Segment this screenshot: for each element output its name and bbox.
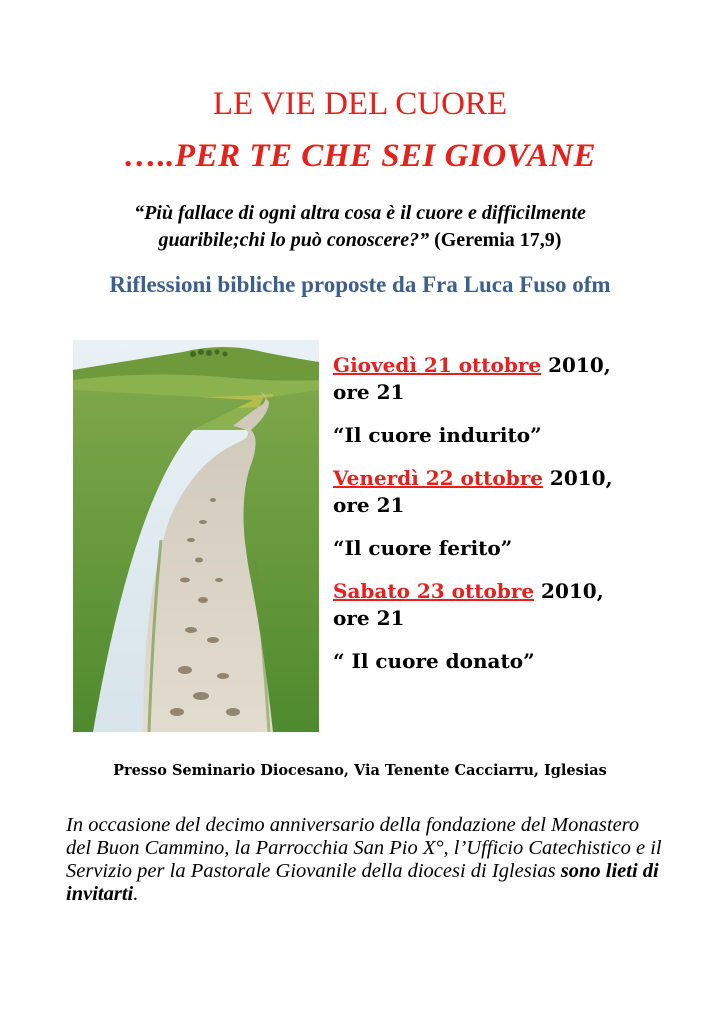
venue-line: Presso Seminario Diocesano, Via Tenente Cacciarru, Iglesias	[113, 762, 607, 779]
quote-reference: (Geremia 17,9)	[434, 229, 562, 251]
event-day: Venerdì 22 ottobre	[333, 466, 543, 490]
event-time: ore 21	[333, 380, 405, 404]
event-year: 2010,	[541, 353, 611, 377]
bible-quote	[0, 200, 720, 254]
speaker-line: Riflessioni bibliche proposte da Fra Luca Fuso ofm	[109, 272, 611, 297]
event-title: “ Il cuore donato”	[333, 649, 535, 673]
event-time: ore 21	[333, 606, 405, 630]
event-date	[333, 352, 703, 379]
event-list	[333, 352, 703, 691]
event-item	[333, 578, 703, 675]
country-road-illustration	[73, 340, 319, 732]
event-date	[333, 465, 703, 492]
event-title: “Il cuore indurito”	[333, 423, 542, 447]
event-year: 2010,	[534, 579, 604, 603]
event-day: Sabato 23 ottobre	[333, 579, 535, 603]
event-date	[333, 578, 703, 605]
page-title: LE VIE DEL CUORE	[212, 86, 508, 122]
event-day: Giovedì 21 ottobre	[333, 353, 542, 377]
closing-emphasis: sono lieti di invitarti	[66, 860, 659, 905]
closing-paragraph	[66, 814, 666, 906]
event-time: ore 21	[333, 493, 405, 517]
event-year: 2010,	[542, 466, 613, 490]
event-item	[333, 465, 703, 562]
page-subtitle: …..PER TE CHE SEI GIOVANE	[123, 138, 597, 174]
event-item	[333, 352, 703, 449]
quote-line-2: guaribile;chi lo può conoscere?”	[158, 229, 430, 251]
closing-text: In occasione del decimo anniversario della fondazione del Monastero del Buon Cammino, la Parrocchia San Pio X°, l’Ufficio Catechistico e il Servizio per la Pastorale Giovanile della diocesi di Iglesias	[66, 814, 662, 882]
closing-end: .	[133, 883, 139, 905]
quote-line-1: “Più fallace di ogni altra cosa è il cuore e difficilmente	[134, 202, 586, 224]
event-title: “Il cuore ferito”	[333, 536, 513, 560]
country-road-photo	[73, 340, 319, 732]
